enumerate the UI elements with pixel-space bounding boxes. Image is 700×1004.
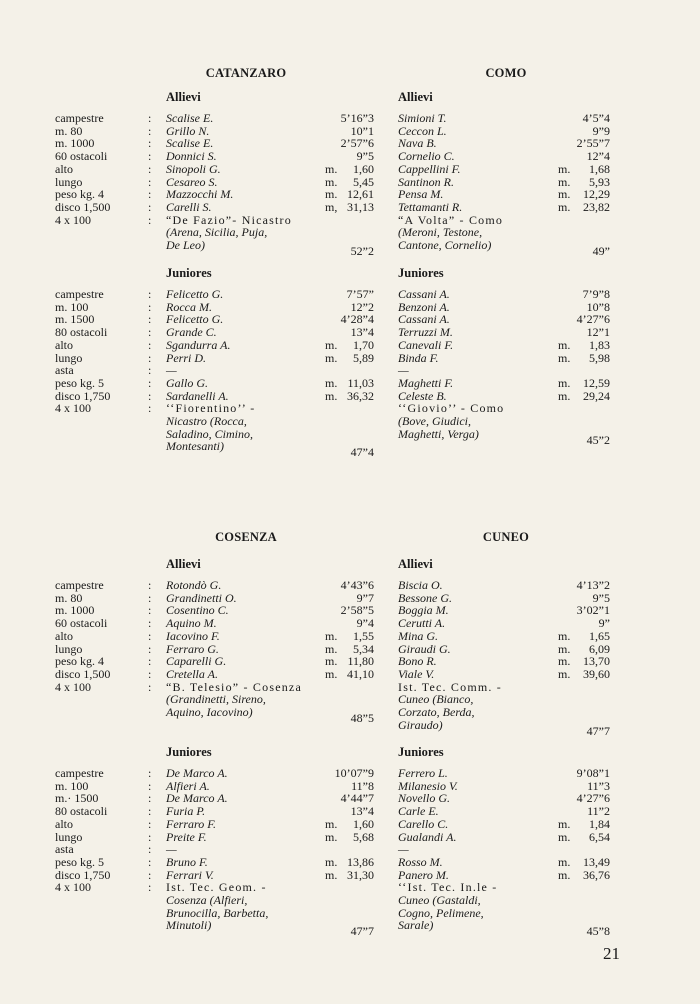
separator-colon: :	[148, 791, 152, 806]
result-value: 11,80	[347, 654, 374, 669]
event-label: peso kg. 4	[55, 654, 104, 669]
athlete-name: Sardanelli A.	[166, 388, 229, 403]
separator-colon: :	[148, 287, 152, 301]
athlete-name: Canevali F.	[398, 337, 454, 352]
city-title-left: CATANZARO	[205, 66, 287, 80]
result-value: 5,98	[589, 350, 610, 365]
athlete-name: Mina G.	[398, 628, 438, 643]
separator-colon: :	[148, 123, 152, 138]
event-label: peso kg. 5	[55, 854, 104, 869]
separator-colon: :	[148, 679, 152, 694]
measure-unit: m.	[558, 199, 571, 214]
separator-colon: :	[148, 603, 152, 618]
athlete-name: Furia P.	[166, 804, 206, 819]
measure-unit: m.	[558, 174, 571, 189]
athlete-name: Sinopoli G.	[166, 161, 221, 176]
result-value: 41,10	[347, 666, 374, 681]
city-title-left: COSENZA	[215, 530, 277, 544]
separator-colon: :	[148, 363, 152, 378]
measure-unit: m.	[325, 666, 338, 681]
result-value: 13”4	[350, 804, 374, 819]
athlete-name: Preite F.	[166, 829, 207, 844]
event-label: m. 100	[55, 299, 89, 314]
result-value: 10”1	[350, 123, 374, 138]
result-value: 1,70	[353, 337, 374, 352]
group-title-right: Juniores	[398, 745, 444, 759]
result-value: 11”8	[351, 778, 374, 793]
athlete-name: Cappellini F.	[398, 161, 461, 176]
separator-colon: :	[148, 867, 152, 882]
result-value: 4’44”7	[340, 791, 374, 806]
athlete-name: —	[166, 842, 177, 857]
athlete-name: Ferraro F.	[166, 816, 217, 831]
athlete-name: Ceccon L.	[398, 123, 447, 138]
athlete-name: Bruno F.	[166, 854, 208, 869]
relay-team-line: Montesanti)	[166, 439, 224, 454]
separator-colon: :	[148, 111, 152, 125]
event-label: lungo	[55, 829, 83, 844]
result-value: 5’16”3	[340, 111, 374, 125]
result-value: 12,61	[347, 187, 374, 202]
athlete-name: Panero M.	[398, 867, 449, 882]
athlete-name: Grandinetti O.	[166, 590, 237, 605]
athlete-name: Mazzocchi M.	[166, 187, 234, 202]
athlete-name: Sgandurra A.	[166, 337, 231, 352]
separator-colon: :	[148, 337, 152, 352]
result-value: 4’43”6	[340, 578, 374, 592]
result-value: 23,82	[583, 199, 610, 214]
athlete-name: Bessone G.	[398, 590, 452, 605]
relay-team-line: ‘‘Ist. Tec. In.le -	[398, 880, 498, 895]
measure-unit: m.	[558, 816, 571, 831]
athlete-name: Rosso M.	[398, 854, 443, 869]
result-value: 2’55”7	[576, 136, 610, 151]
result-value: 5,45	[353, 174, 374, 189]
separator-colon: :	[148, 212, 152, 227]
measure-unit: m.	[558, 666, 571, 681]
athlete-name: Felicetto G.	[166, 287, 224, 301]
event-label: m. 1000	[55, 136, 95, 151]
group-title-left: Juniores	[166, 745, 212, 759]
event-label: 4 x 100	[55, 212, 91, 227]
event-label: alto	[55, 161, 73, 176]
relay-result: 47”7	[350, 924, 374, 939]
result-value: 9’08”1	[576, 766, 610, 780]
event-label: campestre	[55, 287, 104, 301]
result-value: 11”3	[587, 778, 610, 793]
result-value: 6,54	[589, 829, 610, 844]
separator-colon: :	[148, 880, 152, 895]
relay-team-line: (Grandinetti, Sireno,	[166, 692, 266, 707]
athlete-name: Alfieri A.	[166, 778, 210, 793]
athlete-name: Carelli S.	[166, 199, 212, 214]
athlete-name: Maghetti F.	[398, 375, 454, 390]
result-value: 5,93	[589, 174, 610, 189]
athlete-name: Felicetto G.	[166, 312, 224, 327]
measure-unit: m.	[325, 654, 338, 669]
athlete-name: Binda F.	[398, 350, 439, 365]
city-title-right: COMO	[485, 66, 527, 80]
event-label: campestre	[55, 111, 104, 125]
relay-team-line: (Bove, Giudici,	[398, 414, 471, 428]
relay-team-line: Giraudo)	[398, 717, 443, 732]
result-value: 7’57”	[346, 287, 374, 301]
event-label: m. 1500	[55, 312, 95, 327]
separator-colon: :	[148, 299, 152, 314]
athlete-name: Viale V.	[398, 666, 435, 681]
measure-unit: m,	[325, 199, 338, 214]
relay-team-line: Nicastro (Rocca,	[166, 414, 247, 428]
result-value: 6,09	[589, 641, 610, 656]
result-value: 1,68	[589, 161, 610, 176]
relay-team-line: Saladino, Cimino,	[166, 426, 254, 441]
result-value: 1,60	[353, 816, 374, 831]
measure-unit: m.	[325, 854, 338, 869]
result-value: 1,83	[589, 337, 610, 352]
relay-team-line: Corzato, Berda,	[398, 705, 475, 719]
separator-colon: :	[148, 350, 152, 365]
separator-colon: :	[148, 816, 152, 831]
event-label: peso kg. 5	[55, 375, 104, 390]
result-value: 12”1	[586, 325, 610, 340]
event-label: asta	[55, 842, 74, 857]
group-title-right: Allievi	[398, 557, 433, 571]
relay-team-line: Aquino, Iacovino)	[166, 705, 253, 719]
result-value: 12”4	[586, 149, 610, 164]
athlete-name: Cosentino C.	[166, 603, 229, 618]
athlete-name: De Marco A.	[166, 791, 228, 806]
result-value: 4’27”6	[576, 312, 610, 327]
city-title-right: CUNEO	[482, 530, 530, 544]
separator-colon: :	[148, 312, 152, 327]
athlete-name: Tettamanti R.	[398, 199, 463, 214]
measure-unit: m.	[325, 174, 338, 189]
result-value: 1,65	[589, 628, 610, 643]
event-label: 60 ostacoli	[55, 616, 108, 631]
athlete-name: Novello G.	[398, 791, 450, 806]
measure-unit: m.	[325, 641, 338, 656]
measure-unit: m.	[558, 854, 571, 869]
event-label: 4 x 100	[55, 401, 91, 416]
result-value: 13,70	[583, 654, 610, 669]
group-title-left: Allievi	[166, 90, 201, 104]
relay-result: 48”5	[350, 711, 374, 725]
relay-result: 47”7	[586, 723, 610, 738]
group-title-right: Juniores	[398, 266, 444, 280]
separator-colon: :	[148, 325, 152, 340]
event-label: alto	[55, 816, 73, 831]
athlete-name: Scalise E.	[166, 136, 214, 151]
event-label: disco 1,500	[55, 666, 111, 681]
separator-colon: :	[148, 829, 152, 844]
measure-unit: m.	[558, 375, 571, 390]
measure-unit: m.	[558, 867, 571, 882]
result-value: 11”2	[587, 804, 610, 819]
result-value: 12,29	[583, 187, 610, 202]
result-value: 4’27”6	[576, 791, 610, 806]
relay-team-line: Ist. Tec. Comm. -	[398, 679, 502, 694]
measure-unit: m.	[558, 350, 571, 365]
measure-unit: m.	[325, 375, 338, 390]
athlete-name: Milanesio V.	[398, 778, 458, 793]
separator-colon: :	[148, 388, 152, 403]
athlete-name: Cornelio C.	[398, 149, 455, 164]
athlete-name: Cassani A.	[398, 312, 450, 327]
athlete-name: Iacovino F.	[166, 628, 220, 643]
relay-result: 49”	[592, 244, 610, 258]
athlete-name: Perri D.	[166, 350, 206, 365]
athlete-name: Grande C.	[166, 325, 217, 340]
athlete-name: Cerutti A.	[398, 616, 446, 631]
result-value: 7’9”8	[582, 287, 610, 301]
measure-unit: m.	[558, 161, 571, 176]
athlete-name: Benzoni A.	[398, 299, 450, 314]
result-value: 1,55	[353, 628, 374, 643]
result-value: 9”5	[592, 590, 610, 605]
measure-unit: m.	[325, 350, 338, 365]
separator-colon: :	[148, 842, 152, 857]
separator-colon: :	[148, 778, 152, 793]
athlete-name: Simioni T.	[398, 111, 447, 125]
athlete-name: Rocca M.	[166, 299, 212, 314]
separator-colon: :	[148, 616, 152, 631]
separator-colon: :	[148, 766, 152, 780]
measure-unit: m.	[558, 337, 571, 352]
relay-team-line: Cuneo (Gastaldi,	[398, 893, 481, 907]
relay-team-line: Ist. Tec. Geom. -	[166, 880, 267, 895]
measure-unit: m.	[558, 388, 571, 403]
result-value: 31,30	[347, 867, 374, 882]
separator-colon: :	[148, 161, 152, 176]
relay-result: 45”8	[586, 924, 610, 939]
event-label: disco 1,500	[55, 199, 111, 214]
event-label: m.· 1500	[55, 791, 99, 806]
separator-colon: :	[148, 174, 152, 189]
result-value: 9”5	[356, 149, 374, 164]
event-label: disco 1,750	[55, 867, 111, 882]
athlete-name: De Marco A.	[166, 766, 228, 780]
relay-team-line: (Arena, Sicilia, Puja,	[166, 225, 268, 240]
relay-team-line: ‘‘Giovio’’ - Como	[398, 401, 505, 416]
relay-team-line: ‘‘Fiorentino’’ -	[166, 401, 256, 416]
result-value: 13,49	[583, 854, 610, 869]
relay-team-line: “De Fazio”- Nicastro	[166, 212, 292, 227]
separator-colon: :	[148, 641, 152, 656]
group-title-left: Juniores	[166, 266, 212, 280]
relay-team-line: Brunocilla, Barbetta,	[166, 905, 269, 920]
measure-unit: m.	[325, 628, 338, 643]
separator-colon: :	[148, 375, 152, 390]
result-value: 4’5”4	[582, 111, 610, 125]
athlete-name: Ferrero L.	[398, 766, 448, 780]
athlete-name: Rotondò G.	[166, 578, 222, 592]
event-label: peso kg. 4	[55, 187, 104, 202]
result-value: 12,59	[583, 375, 610, 390]
result-value: 5,34	[353, 641, 374, 656]
relay-team-line: Sarale)	[398, 918, 434, 933]
separator-colon: :	[148, 804, 152, 819]
event-label: m. 80	[55, 123, 83, 138]
event-label: m. 100	[55, 778, 89, 793]
measure-unit: m.	[558, 829, 571, 844]
result-value: 36,32	[347, 388, 374, 403]
relay-team-line: “B. Telesio” - Cosenza	[166, 679, 302, 694]
page-number: 21	[603, 944, 620, 963]
athlete-name: Gallo G.	[166, 375, 208, 390]
athlete-name: Caparelli G.	[166, 654, 227, 669]
athlete-name: Nava B.	[398, 136, 437, 151]
event-label: 60 ostacoli	[55, 149, 108, 164]
separator-colon: :	[148, 136, 152, 151]
result-value: 3’02”1	[576, 603, 610, 618]
result-value: 12”2	[350, 299, 374, 314]
athlete-name: Celeste B.	[398, 388, 447, 403]
athlete-name: Pensa M.	[398, 187, 444, 202]
event-label: lungo	[55, 174, 83, 189]
athlete-name: Carello C.	[398, 816, 449, 831]
event-label: 4 x 100	[55, 880, 91, 895]
event-label: 80 ostacoli	[55, 325, 108, 340]
athlete-name: —	[166, 363, 177, 378]
result-value: 11,03	[347, 375, 374, 390]
measure-unit: m.	[325, 829, 338, 844]
result-value: 2’58”5	[340, 603, 374, 618]
group-title-right: Allievi	[398, 90, 433, 104]
athlete-name: Carle E.	[398, 804, 439, 819]
event-label: alto	[55, 628, 73, 643]
separator-colon: :	[148, 854, 152, 869]
event-label: m. 80	[55, 590, 83, 605]
measure-unit: m.	[325, 161, 338, 176]
result-value: 1,84	[589, 816, 610, 831]
event-label: campestre	[55, 766, 104, 780]
relay-result: 47”4	[350, 445, 374, 460]
athlete-name: Cesareo S.	[166, 174, 218, 189]
measure-unit: m.	[558, 628, 571, 643]
athlete-name: Biscia O.	[398, 578, 443, 592]
athlete-name: Bono R.	[398, 654, 437, 669]
separator-colon: :	[148, 187, 152, 202]
athlete-name: —	[398, 842, 409, 857]
result-value: 31,13	[347, 199, 374, 214]
result-value: 13,86	[347, 854, 374, 869]
athlete-name: Ferrari V.	[166, 867, 214, 882]
athlete-name: Terruzzi M.	[398, 325, 453, 340]
relay-team-line: Cosenza (Alfieri,	[166, 893, 248, 907]
measure-unit: m.	[325, 187, 338, 202]
measure-unit: m.	[325, 867, 338, 882]
result-value: 36,76	[583, 867, 610, 882]
event-label: m. 1000	[55, 603, 95, 618]
event-label: 80 ostacoli	[55, 804, 108, 819]
result-value: 1,60	[353, 161, 374, 176]
measure-unit: m.	[325, 388, 338, 403]
separator-colon: :	[148, 149, 152, 164]
athlete-name: Cretella A.	[166, 666, 218, 681]
relay-result: 45”2	[586, 432, 610, 447]
result-value: 9”9	[592, 123, 610, 138]
result-value: 9”7	[356, 590, 374, 605]
athlete-name: —	[398, 363, 409, 378]
result-value: 4’13”2	[576, 578, 610, 592]
measure-unit: m.	[325, 816, 338, 831]
athlete-name: Scalise E.	[166, 111, 214, 125]
athlete-name: Cassani A.	[398, 287, 450, 301]
result-value: 10”8	[586, 299, 610, 314]
separator-colon: :	[148, 590, 152, 605]
separator-colon: :	[148, 199, 152, 214]
result-value: 4’28”4	[340, 312, 374, 327]
relay-team-line: (Meroni, Testone,	[398, 225, 483, 240]
relay-result: 52”2	[350, 244, 374, 258]
event-label: lungo	[55, 350, 83, 365]
athlete-name: Donnici S.	[166, 149, 217, 164]
result-value: 13”4	[350, 325, 374, 340]
event-label: disco 1,750	[55, 388, 111, 403]
separator-colon: :	[148, 578, 152, 592]
measure-unit: m.	[558, 187, 571, 202]
relay-team-line: “A Volta” - Como	[398, 212, 504, 227]
relay-team-line: Cogno, Pelimene,	[398, 905, 484, 920]
separator-colon: :	[148, 401, 152, 416]
athlete-name: Giraudi G.	[398, 641, 451, 656]
athlete-name: Gualandi A.	[398, 829, 457, 844]
event-label: alto	[55, 337, 73, 352]
athlete-name: Santinon R.	[398, 174, 454, 189]
result-value: 5,68	[353, 829, 374, 844]
athlete-name: Grillo N.	[166, 123, 210, 138]
event-label: lungo	[55, 641, 83, 656]
relay-team-line: Maghetti, Verga)	[398, 426, 479, 441]
athlete-name: Aquino M.	[166, 616, 217, 631]
relay-team-line: Cantone, Cornelio)	[398, 238, 492, 252]
measure-unit: m.	[558, 654, 571, 669]
group-title-left: Allievi	[166, 557, 201, 571]
result-value: 5,89	[353, 350, 374, 365]
event-label: campestre	[55, 578, 104, 592]
relay-team-line: Cuneo (Bianco,	[398, 692, 474, 707]
event-label: 4 x 100	[55, 679, 91, 694]
separator-colon: :	[148, 654, 152, 669]
separator-colon: :	[148, 628, 152, 643]
relay-team-line: De Leo)	[166, 238, 205, 252]
result-value: 2’57”6	[340, 136, 374, 151]
result-value: 39,60	[583, 666, 610, 681]
measure-unit: m.	[558, 641, 571, 656]
result-value: 10’07”9	[334, 766, 374, 780]
result-value: 29,24	[583, 388, 610, 403]
relay-team-line: Minutoli)	[166, 918, 212, 933]
result-value: 9”	[598, 616, 610, 631]
separator-colon: :	[148, 666, 152, 681]
event-label: asta	[55, 363, 74, 378]
athlete-name: Ferraro G.	[166, 641, 219, 656]
measure-unit: m.	[325, 337, 338, 352]
athlete-name: Boggia M.	[398, 603, 449, 618]
result-value: 9”4	[356, 616, 374, 631]
